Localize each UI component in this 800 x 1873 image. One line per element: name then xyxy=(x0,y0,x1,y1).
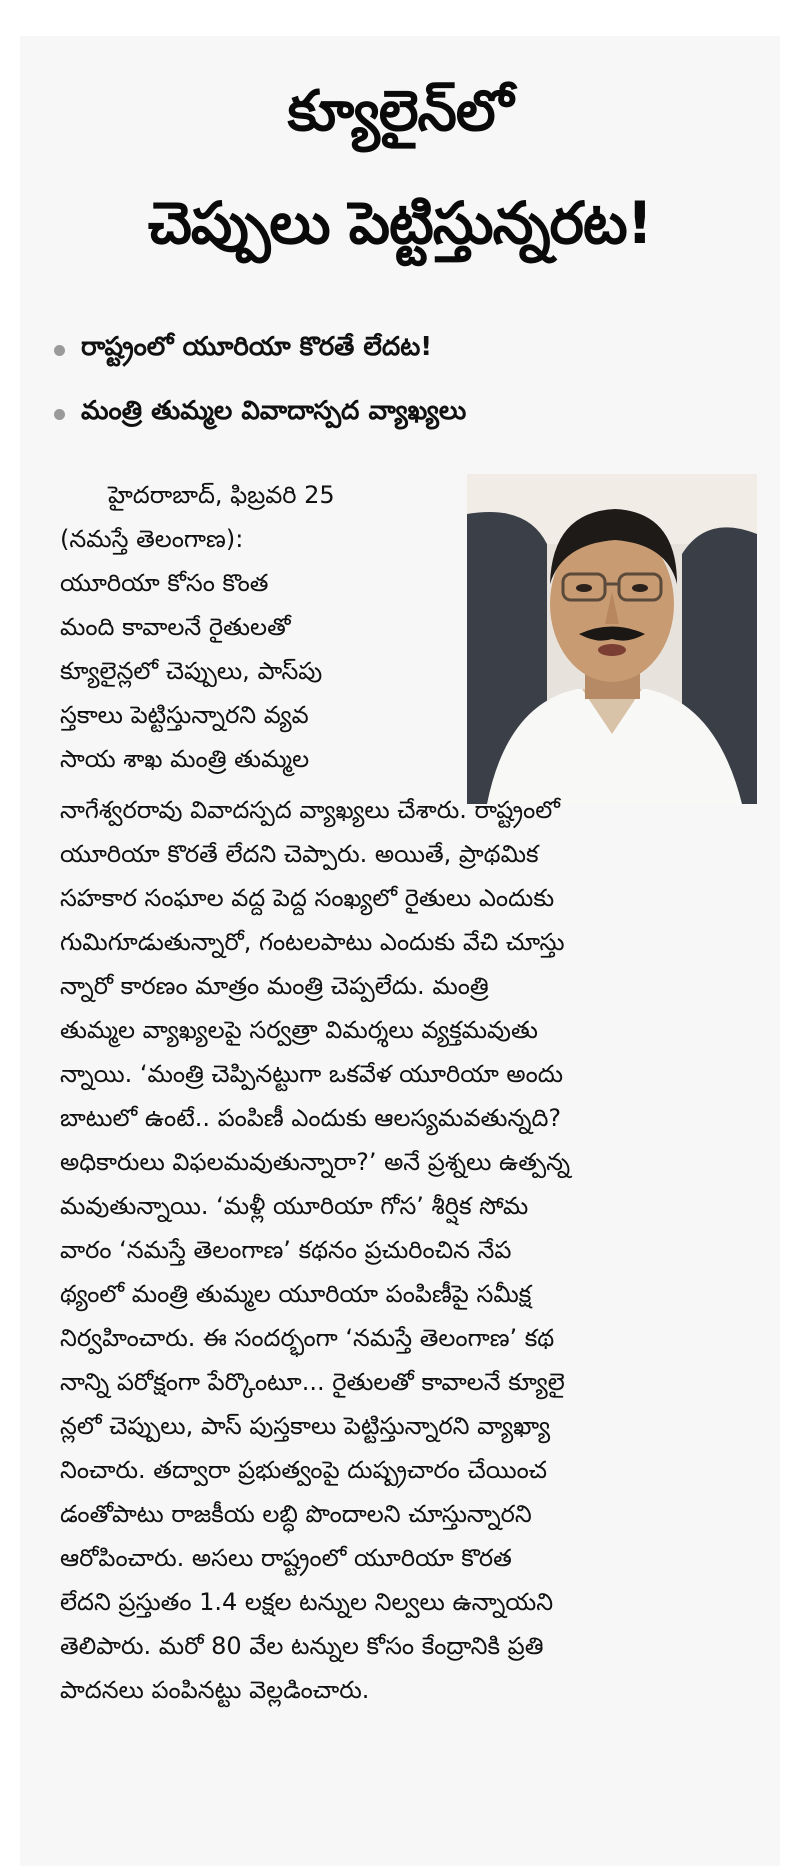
body-line: యూరియా కొరతే లేదని చెప్పారు. అయితే, ప్రాథమిక xyxy=(60,840,539,868)
bullet-text: మంత్రి తుమ్మల వివాదాస్పద వ్యాఖ్యలు xyxy=(81,396,467,426)
portrait-image xyxy=(467,474,757,804)
body-line: యూరియా కోసం కొంత xyxy=(60,569,269,597)
body-line: సాయ శాఖ మంత్రి తుమ్మల xyxy=(60,745,310,773)
body-line: మంది కావాలనే రైతులతో xyxy=(60,613,291,641)
body-line: గుమిగూడుతున్నారో, గంటలపాటు ఎందుకు వేచి చూస్తు xyxy=(60,928,565,956)
body-line: స్తకాలు పెట్టిస్తున్నారని వ్యవ xyxy=(60,701,309,729)
body-line: బాటులో ఉంటే.. పంపిణీ ఎందుకు ఆలస్యమవతున్నది? xyxy=(60,1104,562,1132)
bullet-item xyxy=(54,382,754,446)
body-line: (నమస్తే తెలంగాణ): xyxy=(60,525,244,553)
headline-line-1: క్యూలైన్‌లో xyxy=(287,79,513,144)
news-clipping xyxy=(20,36,780,1866)
body-line: వారం ‘నమస్తే తెలంగాణ’ కథనం ప్రచురించిన నేప xyxy=(60,1236,512,1264)
headline-line-2: చెప్పులు పెట్టిస్తున్నరట! xyxy=(147,189,653,257)
bullet-item xyxy=(54,318,754,382)
body-line: మవుతున్నాయి. ‘మళ్లీ యూరియా గోస’ శీర్షిక సోమ xyxy=(60,1192,529,1220)
body-line: పాదనలు పంపినట్టు వెల్లడించారు. xyxy=(60,1676,370,1704)
body-line: ఆరోపించారు. అసలు రాష్ట్రంలో యూరియా కొరత xyxy=(60,1544,512,1572)
body-line: క్యూలైన్లలో చెప్పులు, పాస్‌పు xyxy=(60,657,323,685)
body-line: తుమ్మల వ్యాఖ్యలపై సర్వత్రా విమర్శలు వ్యక్తమవుతు xyxy=(60,1016,538,1044)
body-line: లేదని ప్రస్తుతం 1.4 లక్షల టన్నుల నిల్వలు ఉన్నాయని xyxy=(60,1588,554,1616)
body-line: నాగేశ్వరరావు వివాదస్పద వ్యాఖ్యలు చేశారు. రాష్ట్రంలో xyxy=(60,796,560,824)
body-line: అధికారులు విఫలమవుతున్నారా?’ అనే ప్రశ్నలు ఉత్పన్న xyxy=(60,1148,571,1176)
bullet-dot-icon xyxy=(54,345,65,356)
body-line: న్లలో చెప్పులు, పాస్ పుస్తకాలు పెట్టిస్తున్నారని వ్యాఖ్యా xyxy=(60,1412,551,1440)
minister-photo xyxy=(467,474,757,804)
body-line: థ్యంలో మంత్రి తుమ్మల యూరియా పంపిణీపై సమీక్ష xyxy=(60,1280,532,1308)
bullet-text: రాష్ట్రంలో యూరియా కొరతే లేదట! xyxy=(81,332,433,362)
body-line: నించారు. తద్వారా ప్రభుత్వంపై దుష్ప్రచారం చేయించ xyxy=(60,1456,547,1484)
body-line: డంతోపాటు రాజకీయ లబ్ధి పొందాలని చూస్తున్నారని xyxy=(60,1500,532,1528)
body-line: సహకార సంఘాల వద్ద పెద్ద సంఖ్యలో రైతులు ఎందుకు xyxy=(60,884,555,912)
bullet-dot-icon xyxy=(54,409,65,420)
subheadline-bullets xyxy=(54,318,754,446)
body-line: న్నాయి. ‘మంత్రి చెప్పినట్టుగా ఒకవేళ యూరియా అందు xyxy=(60,1060,564,1088)
body-line: నిర్వహించారు. ఈ సందర్భంగా ‘నమస్తే తెలంగాణ’ కథ xyxy=(60,1324,555,1352)
body-line: నాన్ని పరోక్షంగా పేర్కొంటూ... రైతులతో కావాలనే క్యూలై xyxy=(60,1368,565,1396)
body-line: తెలిపారు. మరో 80 వేల టన్నుల కోసం కేంద్రానికి ప్రతి xyxy=(60,1632,544,1660)
body-line: హైదరాబాద్, ఫిబ్రవరి 25 xyxy=(108,481,335,509)
body-line: న్నారో కారణం మాత్రం మంత్రి చెప్పలేదు. మంత్రి xyxy=(60,972,489,1000)
